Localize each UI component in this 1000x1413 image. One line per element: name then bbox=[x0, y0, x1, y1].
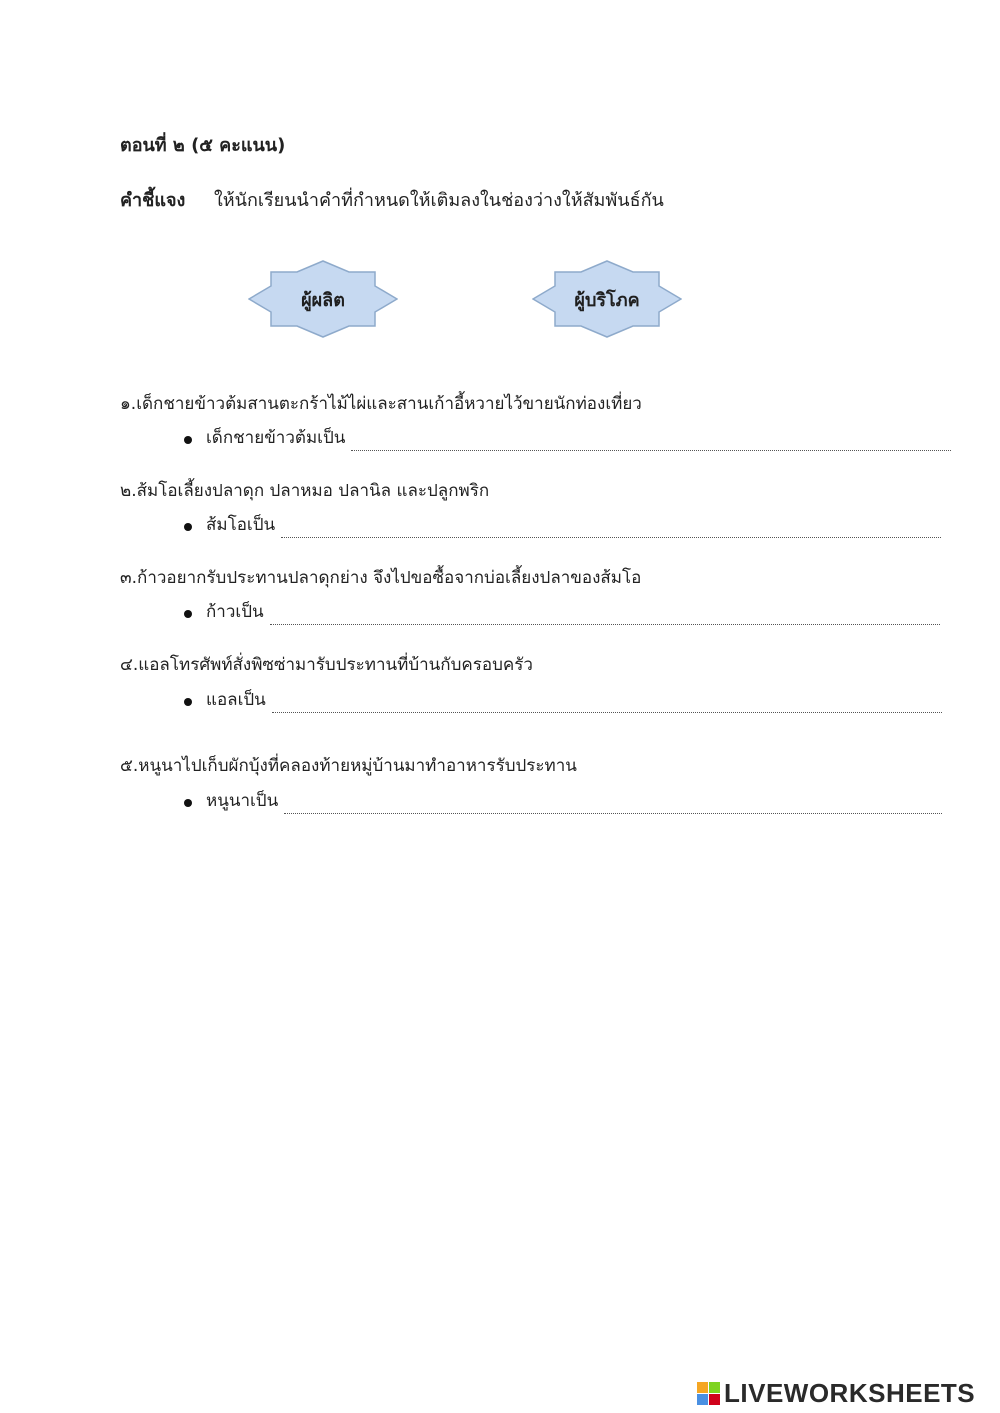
logo-cell bbox=[697, 1382, 708, 1393]
answer-label: เด็กชายข้าวต้มเป็น bbox=[206, 428, 346, 448]
answer-row-2 bbox=[184, 511, 941, 538]
answer-label: ส้มโอเป็น bbox=[206, 515, 276, 535]
answer-label: หนูนาเป็น bbox=[206, 791, 279, 811]
answer-input-2[interactable] bbox=[281, 515, 941, 538]
word-bank-label: ผู้ผลิต bbox=[301, 289, 345, 311]
answer-row-5 bbox=[184, 787, 942, 814]
bullet-icon bbox=[184, 610, 192, 618]
liveworksheets-logo bbox=[697, 1378, 975, 1409]
answer-input-5[interactable] bbox=[284, 791, 942, 814]
logo-cell bbox=[709, 1382, 720, 1393]
logo-cell bbox=[697, 1394, 708, 1405]
question-4: ๔.แอลโทรศัพท์สั่งพิซซ่ามารับประทานที่บ้านกับครอบครัว bbox=[120, 655, 533, 675]
bullet-icon bbox=[184, 698, 192, 706]
answer-row-3 bbox=[184, 598, 940, 625]
answer-input-3[interactable] bbox=[270, 602, 940, 625]
logo-grid-icon bbox=[697, 1382, 720, 1405]
question-1: ๑.เด็กชายข้าวต้มสานตะกร้าไม้ไผ่และสานเก้าอี้หวายไว้ขายนักท่องเที่ยว bbox=[120, 394, 642, 414]
answer-row-1 bbox=[184, 424, 951, 451]
bullet-icon bbox=[184, 523, 192, 531]
answer-row-4 bbox=[184, 686, 942, 713]
answer-input-4[interactable] bbox=[272, 690, 942, 713]
brand-text: LIVEWORKSHEETS bbox=[724, 1378, 976, 1408]
instruction-text: ให้นักเรียนนำคำที่กำหนดให้เติมลงในช่องว่างให้สัมพันธ์กัน bbox=[214, 190, 664, 211]
answer-label: แอลเป็น bbox=[206, 690, 266, 710]
word-bank-label: ผู้บริโภค bbox=[574, 289, 640, 311]
question-2: ๒.ส้มโอเลี้ยงปลาดุก ปลาหมอ ปลานิล และปลูกพริก bbox=[120, 481, 490, 501]
part-title: ตอนที่ ๒ (๕ คะแนน) bbox=[120, 135, 286, 156]
answer-input-1[interactable] bbox=[351, 428, 951, 451]
answer-label: ก้าวเป็น bbox=[206, 602, 264, 622]
question-3: ๓.ก้าวอยากรับประทานปลาดุกย่าง จึงไปขอซื้อจากบ่อเลี้ยงปลาของส้มโอ bbox=[120, 568, 642, 588]
question-5: ๕.หนูนาไปเก็บผักบุ้งที่คลองท้ายหมู่บ้านมาทำอาหารรับประทาน bbox=[120, 756, 577, 776]
bullet-icon bbox=[184, 436, 192, 444]
logo-cell bbox=[709, 1394, 720, 1405]
bullet-icon bbox=[184, 799, 192, 807]
word-bank-consumer[interactable] bbox=[532, 260, 682, 338]
instruction-label: คำชี้แจง bbox=[120, 190, 186, 211]
word-bank-producer[interactable] bbox=[248, 260, 398, 338]
